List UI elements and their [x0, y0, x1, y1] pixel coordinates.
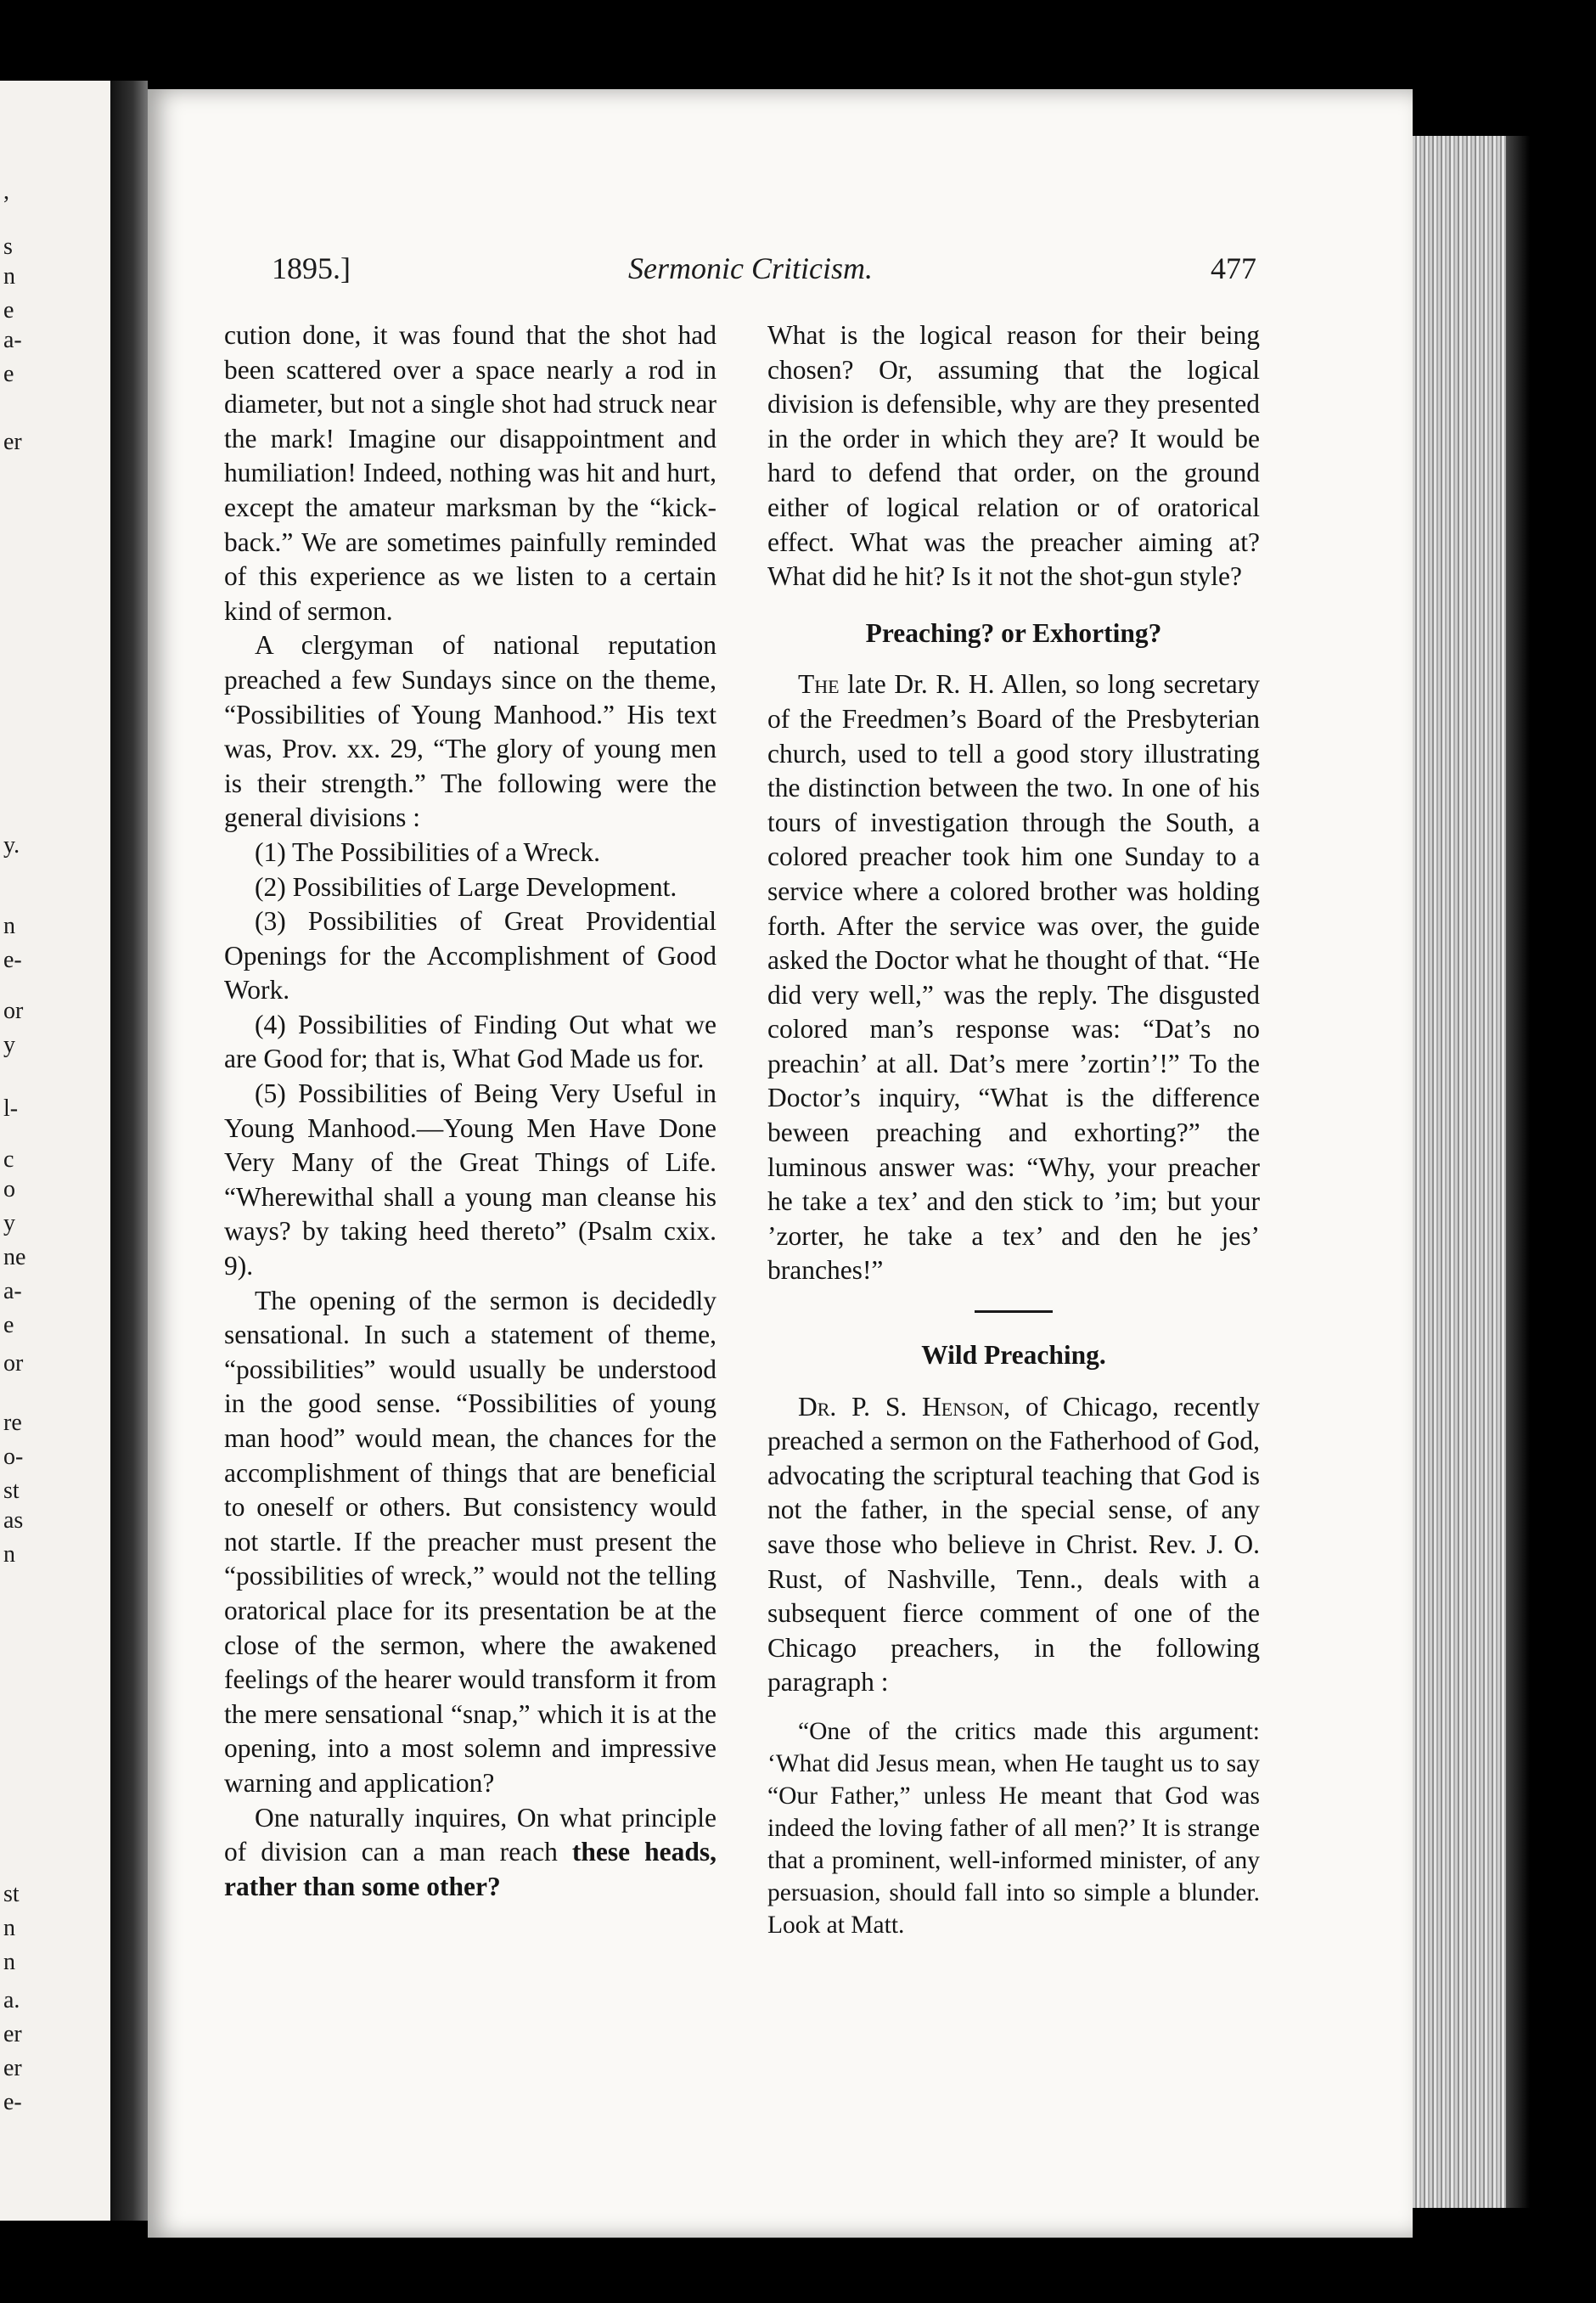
prev-page-fragment: a- — [3, 327, 22, 353]
lead-in: The — [798, 669, 840, 700]
paragraph-text: One naturally inquires, On what principle of division can a man reach — [224, 1802, 717, 1867]
division-item: (3) Possibilities of Great Providential Openings for the Accomplishment of Good Work. — [224, 906, 717, 1005]
page-block-edge — [1413, 136, 1506, 2208]
running-header — [272, 251, 1256, 301]
prev-page-fragment: st — [3, 1478, 20, 1504]
paragraph-text: late Dr. R. H. Allen, so long secretary of the Freedmen’s Board of the Presbyterian church, used to tell a good story illustrating the distinction between the two. In one of his tours of investigation through the South, a colored preacher took him one Sunday to a service where a colored brother was holding forth. After the service was over, the guide asked the Doctor what he thought of that. “He did very well,” was the reply. The disgusted colored man’s response was: “Dat’s no preachin’ at all. Dat’s mere ’zortin’!” To the Doctor’s inquiry, “What is the difference beween preaching and exhorting?” the luminous answer was: “Why, your preacher he take a tex’ and den stick to ’im; but your ’zorter, he take a tex’ and den he jes’ branches!” — [767, 669, 1260, 1286]
page-block-shadow — [1506, 136, 1530, 2208]
prev-page-fragment: n — [3, 913, 15, 939]
prev-page-fragment: or — [3, 998, 24, 1024]
division-item: (1) The Possibilities of a Wreck. — [255, 836, 600, 867]
prev-page-fragment: as — [3, 1507, 24, 1534]
book-gutter — [110, 81, 148, 2221]
prev-page-fragment: y. — [3, 832, 20, 859]
section-heading: Preaching? or Exhorting? — [865, 617, 1162, 648]
paragraph — [767, 1390, 1260, 1700]
prev-page-fragment: st — [3, 1881, 20, 1907]
prev-page-fragment: a. — [3, 1987, 20, 2013]
prev-page-fragment: or — [3, 1350, 24, 1377]
paragraph — [767, 667, 1260, 1288]
prev-page-fragment: o — [3, 1176, 15, 1202]
prev-page-fragment: o- — [3, 1444, 24, 1470]
prev-page-fragment: c — [3, 1146, 14, 1173]
prev-page-fragment: er — [3, 2021, 22, 2047]
prev-page-fragment: re — [3, 1410, 22, 1436]
prev-page-fragment: e- — [3, 947, 22, 973]
prev-page-fragment: y — [3, 1210, 15, 1236]
paragraph-text-bold: these heads, rather than some other? — [224, 1837, 717, 1901]
paragraph: A clergyman of national reputation preached a few Sundays since on the theme, “Possibilities of Young Manhood.” His text was, Prov. xx. 29, “The glory of young men is their strength.” The following were the general divisions : — [224, 630, 717, 833]
header-title: Sermonic Criticism. — [628, 251, 873, 285]
prev-page-fragment: n — [3, 1949, 15, 1975]
paragraph: What is the logical reason for their being chosen? Or, assuming that the logical division is defensible, why are they presented in the order in which they are? It would be hard to defend that order, on the ground either of logical relation or of oratorical effect. What was the preacher aiming at? What did he hit? Is it not the shot-gun style? — [767, 320, 1260, 592]
section-divider — [975, 1310, 1053, 1313]
prev-page-fragment: y — [3, 1032, 15, 1058]
prev-page-fragment: n — [3, 1541, 15, 1568]
right-column — [767, 318, 1260, 1941]
previous-page-edge — [0, 81, 110, 2221]
page-number: 477 — [1211, 251, 1256, 285]
header-year: 1895.] — [272, 251, 351, 285]
division-item: (4) Possibilities of Finding Out what we are Good for; that is, What God Made us for. — [224, 1009, 717, 1074]
paragraph: The opening of the sermon is decidedly sensational. In such a statement of theme, “possibilities” would usually be understood in the good sense. “Possibilities of young man hood” would mean, the chances for the accomplishment of things that are beneficial to oneself or others. But consistency would not startle. If the preacher must present the “possibilities of wreck,” would not the telling oratorical place for its presentation be at the close of the sermon, where the awakened feelings of the hearer would transform it from the mere sensational “snap,” which it is at the opening, into a most solemn and impressive warning and application? — [224, 1285, 717, 1798]
prev-page-fragment: n — [3, 263, 15, 290]
prev-page-fragment: e — [3, 297, 14, 324]
section-heading: Wild Preaching. — [921, 1340, 1106, 1371]
prev-page-fragment: s — [3, 234, 13, 260]
paragraph-text: of Chicago, recently preached a sermon on the Fatherhood of God, advocating the scriptural teaching that God is not the father, in the special sense, of any save those who believe in Christ. Rev. J. O. Rust, of Nashville, Tenn., deals with a subsequent fierce comment of one of the Chicago preachers, in the following paragraph : — [767, 1391, 1260, 1698]
paragraph: cution done, it was found that the shot had been scattered over a space nearly a rod in diameter, but not a single shot had struck near the mark! Imagine our disappointment and humiliation! Indeed, nothing was hit and hurt, except the amateur marksman by the “kick-back.” We are sometimes painfully reminded of this experience as we listen to a certain kind of sermon. — [224, 320, 717, 626]
prev-page-fragment: a- — [3, 1278, 22, 1304]
prev-page-fragment: e — [3, 1312, 14, 1338]
division-item: (5) Possibilities of Being Very Useful in Young Manhood.—Young Men Have Done Very Many of the Great Things of Life. “Wherewithal shall a young man cleanse his ways? by taking heed thereto” (Psalm cxix. 9). — [224, 1078, 717, 1281]
prev-page-fragment: e- — [3, 2089, 22, 2115]
prev-page-fragment: er — [3, 429, 22, 455]
prev-page-fragment: , — [3, 178, 9, 205]
paragraph — [224, 1801, 717, 1905]
left-column — [224, 318, 717, 1904]
prev-page-fragment: ne — [3, 1244, 26, 1270]
prev-page-fragment: er — [3, 2055, 22, 2081]
division-item: (2) Possibilities of Large Development. — [255, 871, 677, 902]
prev-page-fragment: e — [3, 361, 14, 387]
lead-in: Dr. P. S. Henson, — [798, 1391, 1011, 1422]
block-quote: “One of the critics made this argument: ‘What did Jesus mean, when He taught us to say “Our Father,” unless He meant that God was indeed the loving father of all men?’ It is strange that a prominent, well-informed minister, of any persuasion, should fall into so simple a blunder. Look at Matt. — [767, 1717, 1260, 1939]
prev-page-fragment: l- — [3, 1095, 19, 1122]
prev-page-fragment: n — [3, 1915, 15, 1941]
